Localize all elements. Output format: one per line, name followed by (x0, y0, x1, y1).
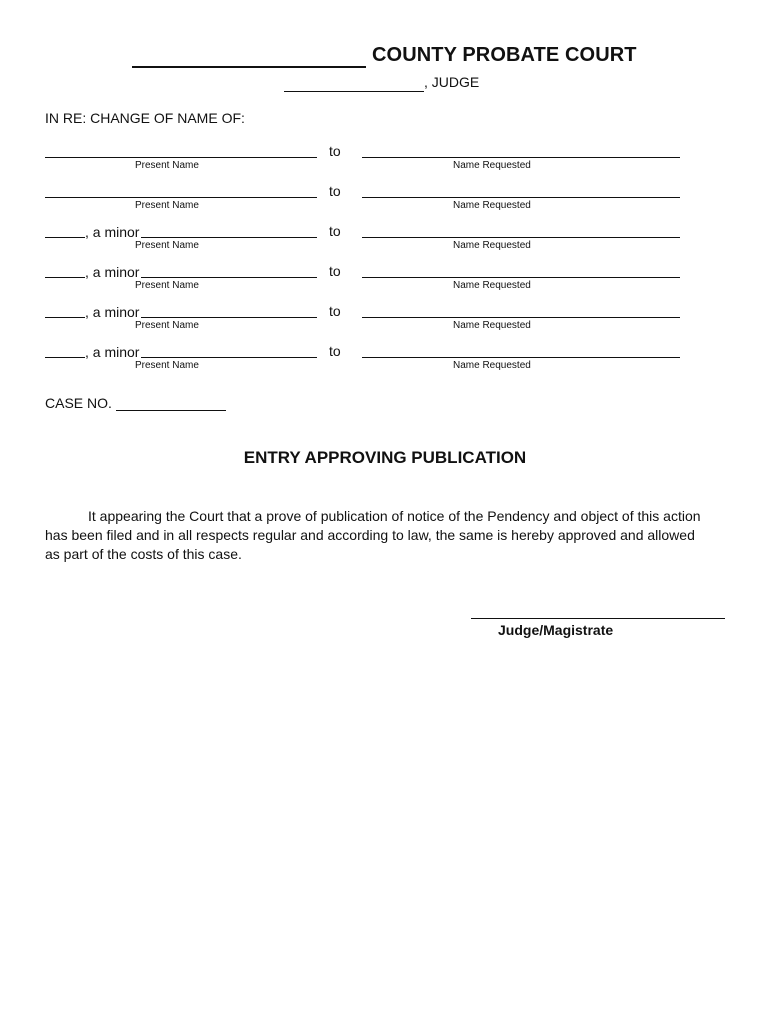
name-requested-field[interactable] (362, 237, 680, 238)
name-requested-field[interactable] (362, 357, 680, 358)
present-name-field[interactable] (45, 157, 317, 158)
signature-line[interactable] (471, 618, 725, 619)
case-number-label: CASE NO. (45, 395, 112, 411)
to-label: to (329, 303, 341, 319)
court-title: COUNTY PROBATE COURT (372, 44, 637, 66)
present-name-field[interactable] (45, 197, 317, 198)
name-change-row (0, 222, 770, 262)
name-requested-field[interactable] (362, 157, 680, 158)
name-change-row (0, 182, 770, 222)
minor-label: , a minor (85, 224, 140, 240)
present-name-caption: Present Name (135, 320, 199, 331)
name-requested-caption: Name Requested (453, 320, 531, 331)
name-change-row (0, 142, 770, 182)
name-requested-field[interactable] (362, 317, 680, 318)
minor-label: , a minor (85, 344, 140, 360)
name-requested-caption: Name Requested (453, 200, 531, 211)
judge-label: , JUDGE (424, 74, 480, 90)
present-name-caption: Present Name (135, 240, 199, 251)
to-label: to (329, 143, 341, 159)
name-requested-caption: Name Requested (453, 240, 531, 251)
name-requested-caption: Name Requested (453, 280, 531, 291)
to-label: to (329, 183, 341, 199)
present-name-caption: Present Name (135, 200, 199, 211)
name-requested-caption: Name Requested (453, 360, 531, 371)
to-label: to (329, 263, 341, 279)
entry-body-text: It appearing the Court that a prove of publication of notice of the Pendency and object of this action has been filed and in all respects regular and according to law, the same is hereby approved and allowed as part of the costs of this case. (45, 508, 701, 562)
name-change-row (0, 262, 770, 302)
name-change-row (0, 342, 770, 382)
in-re-heading: IN RE: CHANGE OF NAME OF: (45, 110, 245, 126)
present-name-caption: Present Name (135, 280, 199, 291)
name-requested-caption: Name Requested (453, 160, 531, 171)
present-name-caption: Present Name (135, 360, 199, 371)
name-change-row (0, 302, 770, 342)
county-name-blank[interactable] (132, 47, 366, 68)
present-name-caption: Present Name (135, 160, 199, 171)
minor-label: , a minor (85, 304, 140, 320)
minor-label: , a minor (85, 264, 140, 280)
signature-label: Judge/Magistrate (498, 622, 614, 638)
name-requested-field[interactable] (362, 197, 680, 198)
name-requested-field[interactable] (362, 277, 680, 278)
judge-name-blank[interactable] (284, 76, 424, 92)
case-number-field[interactable] (116, 410, 226, 411)
to-label: to (329, 343, 341, 359)
to-label: to (329, 223, 341, 239)
entry-title: ENTRY APPROVING PUBLICATION (243, 448, 527, 467)
